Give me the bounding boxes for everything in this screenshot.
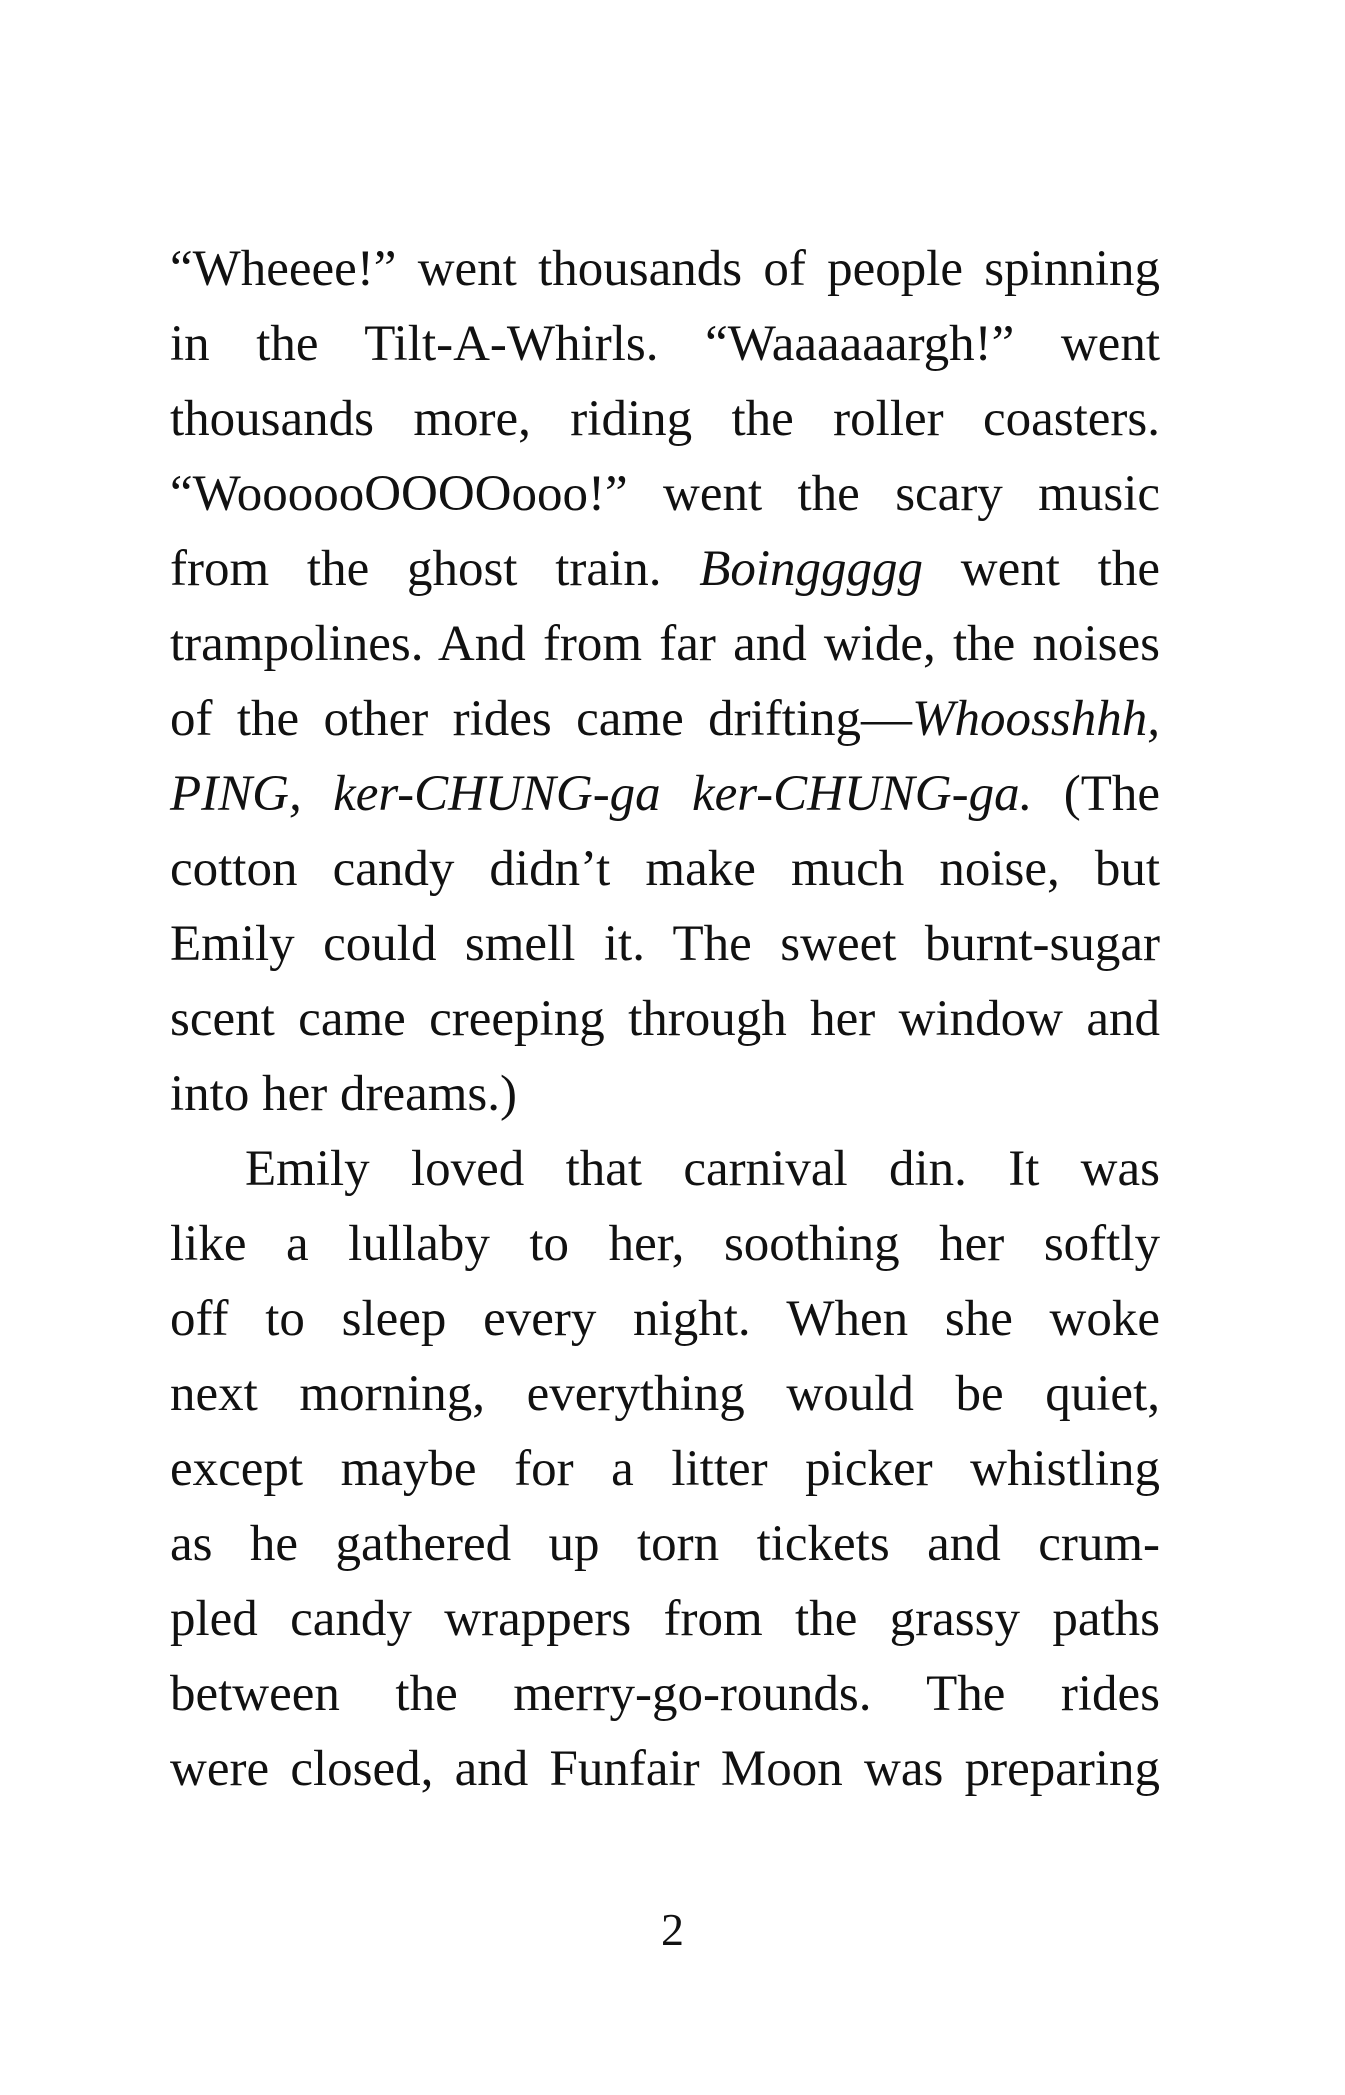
paragraph-2-line: except maybe for a litter picker whistling xyxy=(170,1441,1160,1497)
paragraph-1 xyxy=(170,232,1160,1132)
paragraph-1-line: “Wheeee!” went thousands of people spinning xyxy=(170,241,1160,297)
paragraph-2-line: between the merry-go-rounds. The rides xyxy=(170,1666,1160,1722)
paragraph-1-line: from the ghost train. Boinggggg went the xyxy=(170,541,1160,597)
paragraph-1-line: thousands more, riding the roller coasters. xyxy=(170,391,1160,447)
page-number: 2 xyxy=(661,1904,684,1955)
paragraph-2-line: like a lullaby to her, soothing her softly xyxy=(170,1216,1160,1272)
paragraph-1-line: “WoooooOOOOooo!” went the scary music xyxy=(170,466,1160,522)
paragraph-1-line: in the Tilt-A-Whirls. “Waaaaaargh!” went xyxy=(170,316,1160,372)
body-text xyxy=(170,232,1160,1807)
paragraph-1-line: scent came creeping through her window and xyxy=(170,991,1160,1047)
paragraph-2-line: Emily loved that carnival din. It was xyxy=(245,1141,1160,1197)
paragraph-2-line: as he gathered up torn tickets and crum- xyxy=(170,1516,1160,1572)
paragraph-1-line: of the other rides came drifting—Whoosshhh, xyxy=(170,691,1160,747)
paragraph-2-line: were closed, and Funfair Moon was preparing xyxy=(170,1741,1160,1797)
paragraph-1-line: PING, ker-CHUNG-ga ker-CHUNG-ga. (The xyxy=(170,766,1160,822)
paragraph-2-line: pled candy wrappers from the grassy paths xyxy=(170,1591,1160,1647)
onomatopoeia-italic: Boinggggg xyxy=(699,541,924,597)
paragraph-2-line: off to sleep every night. When she woke xyxy=(170,1291,1160,1347)
paragraph-2-line: next morning, everything would be quiet, xyxy=(170,1366,1160,1422)
onomatopoeia-italic: Whoosshhh, xyxy=(912,691,1160,747)
paragraph-1-line: trampolines. And from far and wide, the noises xyxy=(170,616,1160,672)
paragraph-1-line: into her dreams.) xyxy=(170,1066,517,1122)
onomatopoeia-italic: PING, ker-CHUNG-ga ker-CHUNG-ga. xyxy=(170,766,1033,822)
paragraph-2 xyxy=(170,1132,1160,1807)
paragraph-1-line: cotton candy didn’t make much noise, but xyxy=(170,841,1160,897)
paragraph-1-line: Emily could smell it. The sweet burnt-sugar xyxy=(170,916,1160,972)
